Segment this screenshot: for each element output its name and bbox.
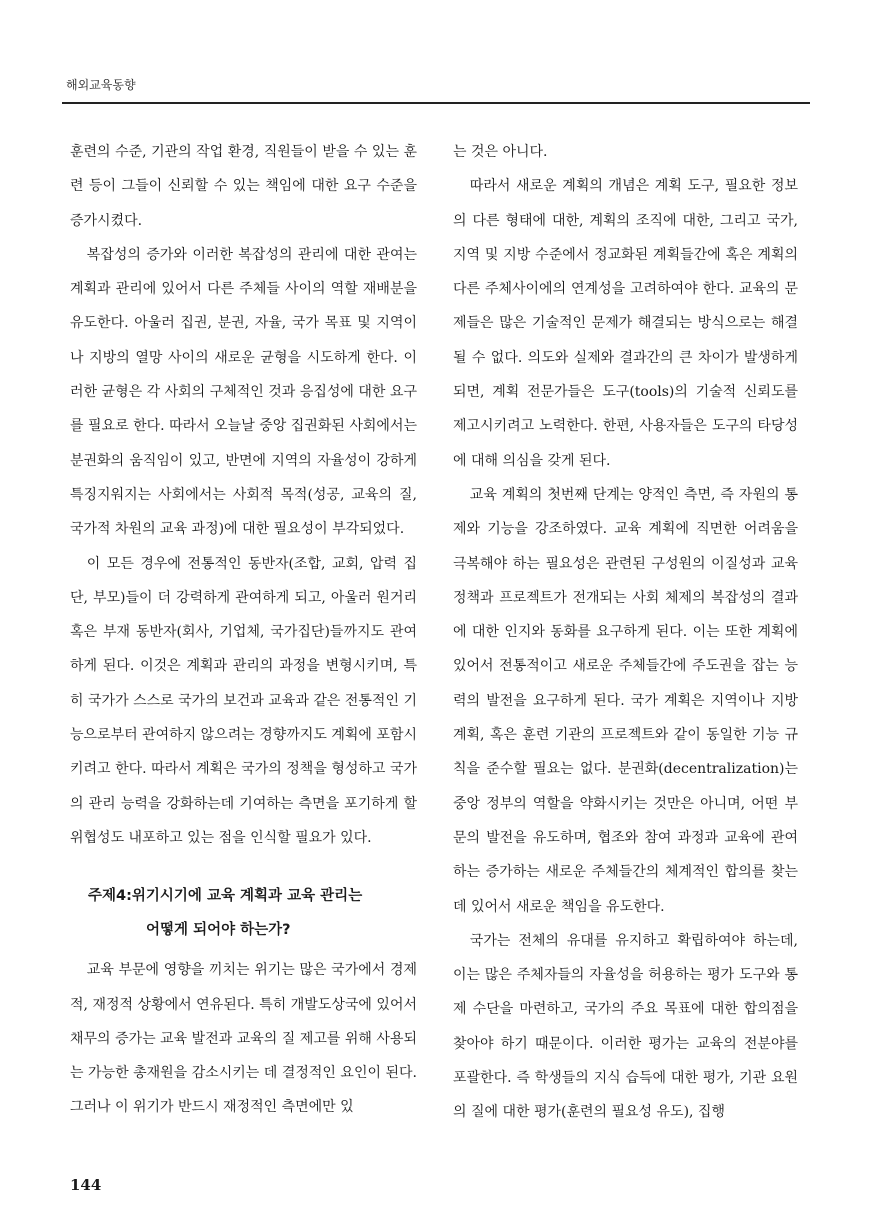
left-paragraph-3: 이 모든 경우에 전통적인 동반자(조합, 교회, 압력 집단, 부모)들이 더 강력하게 관여하게 되고, 아울러 원거리 혹은 부재 동반자(회사, 기업체, 국가집단)들까지도 관여하게 된다. 이것은 계획과 관리의 과정을 변형시키며, 특히 국가가 스스로 국가의 보건과 교육과 같은 전통적인 기능으로부터 관여하지 않으려는 경향까지도 계획에 포함시키려고 한다. 따라서 계획은 국가의 정책을 형성하고 국가의 관리 능력을 강화하는데 기여하는 측면을 포기하게 할 위협성도 내포하고 있는 점을 인식할 필요가 있다.: [70, 555, 417, 846]
right-paragraph-1: 는 것은 아니다.: [453, 144, 548, 160]
left-paragraph-4: 교육 부문에 영향을 끼치는 위기는 많은 국가에서 경제적, 재정적 상황에서 연유된다. 특히 개발도상국에 있어서 채무의 증가는 교육 발전과 교육의 질 제고를 위해 사용되는 가능한 총재원을 감소시키는 데 결정적인 요인이 된다. 그러나 이 위기가 반드시 재정적인 측면에만 있: [70, 962, 417, 1116]
page-number: 144: [70, 1176, 102, 1194]
left-paragraph-2: 복잡성의 증가와 이러한 복잡성의 관리에 대한 관여는 계획과 관리에 있어서 다른 주체들 사이의 역할 재배분을 유도한다. 아울러 집권, 분권, 자율, 국가 목표 및 지역이나 지방의 열망 사이의 새로운 균형을 시도하게 한다. 이러한 균형은 각 사회의 구체적인 것과 응집성에 대한 요구를 필요로 한다. 따라서 오늘날 중앙 집권화된 사회에서는 분권화의 움직임이 있고, 반면에 지역의 자율성이 강하게 특징지워지는 사회에서는 사회적 목적(성공, 교육의 질, 국가적 차원의 교육 과정)에 대한 필요성이 부각되었다.: [70, 246, 417, 538]
section-subheading: [88, 879, 417, 947]
right-column: [453, 135, 798, 1130]
right-paragraph-3: 교육 계획의 첫번째 단계는 양적인 측면, 즉 자원의 통제와 기능을 강조하였다. 교육 계획에 직면한 어려움을 극복해야 하는 필요성은 관련된 구성원의 이질성과 교육 정책과 프로젝트가 전개되는 사회 체제의 복잡성의 결과에 대한 인지와 동화를 요구하게 된다. 이는 또한 계획에 있어서 전통적이고 새로운 주체들간에 주도권을 잡는 능력의 발전을 요구하게 된다. 국가 계획은 지역이나 지방 계획, 혹은 훈련 기관의 프로젝트와 같이 동일한 기능 규칙을 준수할 필요는 없다. 분권화(decentralization)는 중앙 정부의 역할을 약화시키는 것만은 아니며, 어떤 부문의 발전을 유도하며, 협조와 참여 과정과 교육에 관여하는 증가하는 새로운 주체들간의 체계적인 합의를 찾는데 있어서 새로운 책임을 유도한다.: [453, 486, 798, 915]
subheading-line-2: 어떻게 되어야 하는가?: [146, 922, 291, 939]
right-paragraph-4: 국가는 전체의 유대를 유지하고 확립하여야 하는데, 이는 많은 주체자들의 자율성을 허용하는 평가 도구와 통제 수단을 마련하고, 국가의 주요 목표에 대한 합의점을 찾아야 하기 때문이다. 이러한 평가는 교육의 전분야를 포괄한다. 즉 학생들의 지식 습득에 대한 평가, 기관 요원의 질에 대한 평가(훈련의 필요성 유도), 집행: [453, 932, 798, 1121]
subheading-line-1: 주제4:위기시기에 교육 계획과 교육 관리는: [88, 888, 363, 905]
left-column: [70, 135, 417, 1125]
right-paragraph-2: 따라서 새로운 계획의 개념은 계획 도구, 필요한 정보의 다른 형태에 대한, 계획의 조직에 대한, 그리고 국가, 지역 및 지방 수준에서 정교화된 계획들간에 혹은 계획의 다른 주체사이에의 연계성을 고려하여야 한다. 교육의 문제들은 많은 기술적인 문제가 해결되는 방식으로는 해결될 수 없다. 의도와 실제와 결과간의 큰 차이가 발생하게 되면, 계획 전문가들은 도구(tools)의 기술적 신뢰도를 제고시키려고 노력한다. 한편, 사용자들은 도구의 타당성에 대해 의심을 갖게 된다.: [453, 178, 798, 469]
header-rule: [62, 102, 810, 104]
running-head: 해외교육동향: [66, 78, 136, 92]
left-paragraph-1: 훈련의 수준, 기관의 작업 환경, 직원들이 받을 수 있는 훈련 등이 그들이 신뢰할 수 있는 책임에 대한 요구 수준을 증가시켰다.: [70, 144, 417, 229]
